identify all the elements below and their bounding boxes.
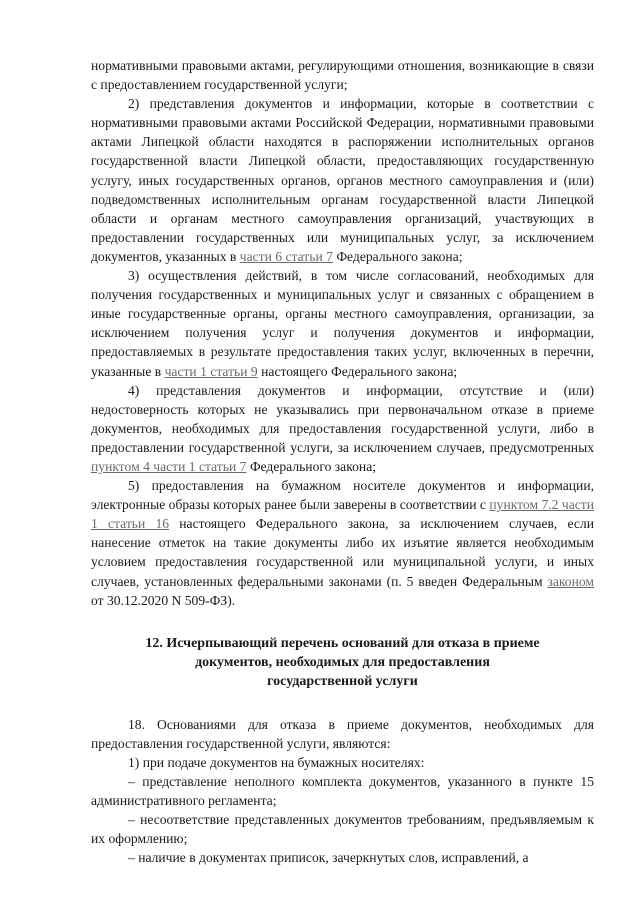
item-4-text: 4) представления документов и информации, отсутствие и (или) недостоверность которых не указывались при первоначальном отказе в приеме документов, необходимых для предоставления государственной услуги, либо в предоставлении государственной услуги, за исключением случаев, предусмотренных xyxy=(91,382,594,455)
link-point4-part1-article7[interactable]: пунктом 4 части 1 статьи 7 xyxy=(91,458,247,474)
item-4-tail: Федерального закона; xyxy=(246,458,377,474)
link-part1-article9[interactable]: части 1 статьи 9 xyxy=(164,363,258,379)
dash-item-3: – наличие в документах приписок, зачеркнутых слов, исправлений, а xyxy=(128,850,529,866)
dash-item-1: – представление неполного комплекта документов, указанного в пункте 15 административного регламента; xyxy=(91,774,594,809)
section-heading xyxy=(91,634,594,691)
dash-item-2: – несоответствие представленных документов требованиям, предъявляемым к их оформлению; xyxy=(91,812,594,847)
heading-line-2: документов, необходимых для предоставления xyxy=(195,654,490,670)
item-2-text: 2) представления документов и информации, которые в соответствии с нормативными правовыми актами Российской Федерации, нормативными правовыми актами Липецкой области находятся в распоряжении исполнительных органов государственной власти Липецкой области, предоставляющих государственную услугу, иных государственных органов, органов местного самоуправления и (или) подведомственных исполнительным органам государственной власти Липецкой области и органам местного самоуправления организаций, участвующих в предоставлении государственных или муниципальных услуг, за исключением документов, указанных в xyxy=(91,96,594,264)
link-point7-2-part1-article16[interactable]: пунктом 7.2 части 1 статьи 16 xyxy=(91,497,594,532)
heading-line-1: 12. Исчерпывающий перечень оснований для отказа в приеме xyxy=(145,635,540,651)
paragraph-item-5 xyxy=(91,476,594,610)
item-2-tail: Федерального закона; xyxy=(332,248,463,264)
link-law[interactable]: законом xyxy=(547,573,594,589)
paragraph-continuation: нормативными правовыми актами, регулирующими отношения, возникающие в связи с предоставлением государственной услуги; xyxy=(91,58,594,93)
item-5-text: 5) предоставления на бумажном носителе документов и информации, электронные образы которых ранее были заверены в соответствии с xyxy=(91,478,594,513)
item-5-middle: настоящего Федерального закона, за исключением случаев, если нанесение отметок на такие документы либо их изъятие является необходимым условием предоставления государственной или муниципальной услуги, и иных случаев, установленных федеральными законами (п. 5 введен Федеральным xyxy=(91,516,594,589)
paragraph-18-1: 1) при подаче документов на бумажных носителях: xyxy=(128,754,425,770)
item-5-tail: от 30.12.2020 N 509-ФЗ). xyxy=(91,592,236,608)
paragraph-item-4 xyxy=(91,381,594,476)
item-3-text: 3) осуществления действий, в том числе согласований, необходимых для получения государственных и муниципальных услуг и связанных с обращением в иные государственные органы, органы местного самоуправления, организации, за исключением получения услуг и получения документов и информации, предоставляемых в результате предоставления таких услуг, включенных в перечни, указанные в xyxy=(91,268,594,379)
paragraph-item-3 xyxy=(91,266,594,381)
item-3-tail: настоящего Федерального закона; xyxy=(257,363,458,379)
paragraph-item-2 xyxy=(91,94,594,266)
paragraph-18: 18. Основаниями для отказа в приеме документов, необходимых для предоставления государственной услуги, являются: xyxy=(91,716,594,751)
heading-line-3: государственной услуги xyxy=(267,673,418,689)
link-part6-article7[interactable]: части 6 статьи 7 xyxy=(239,248,333,264)
